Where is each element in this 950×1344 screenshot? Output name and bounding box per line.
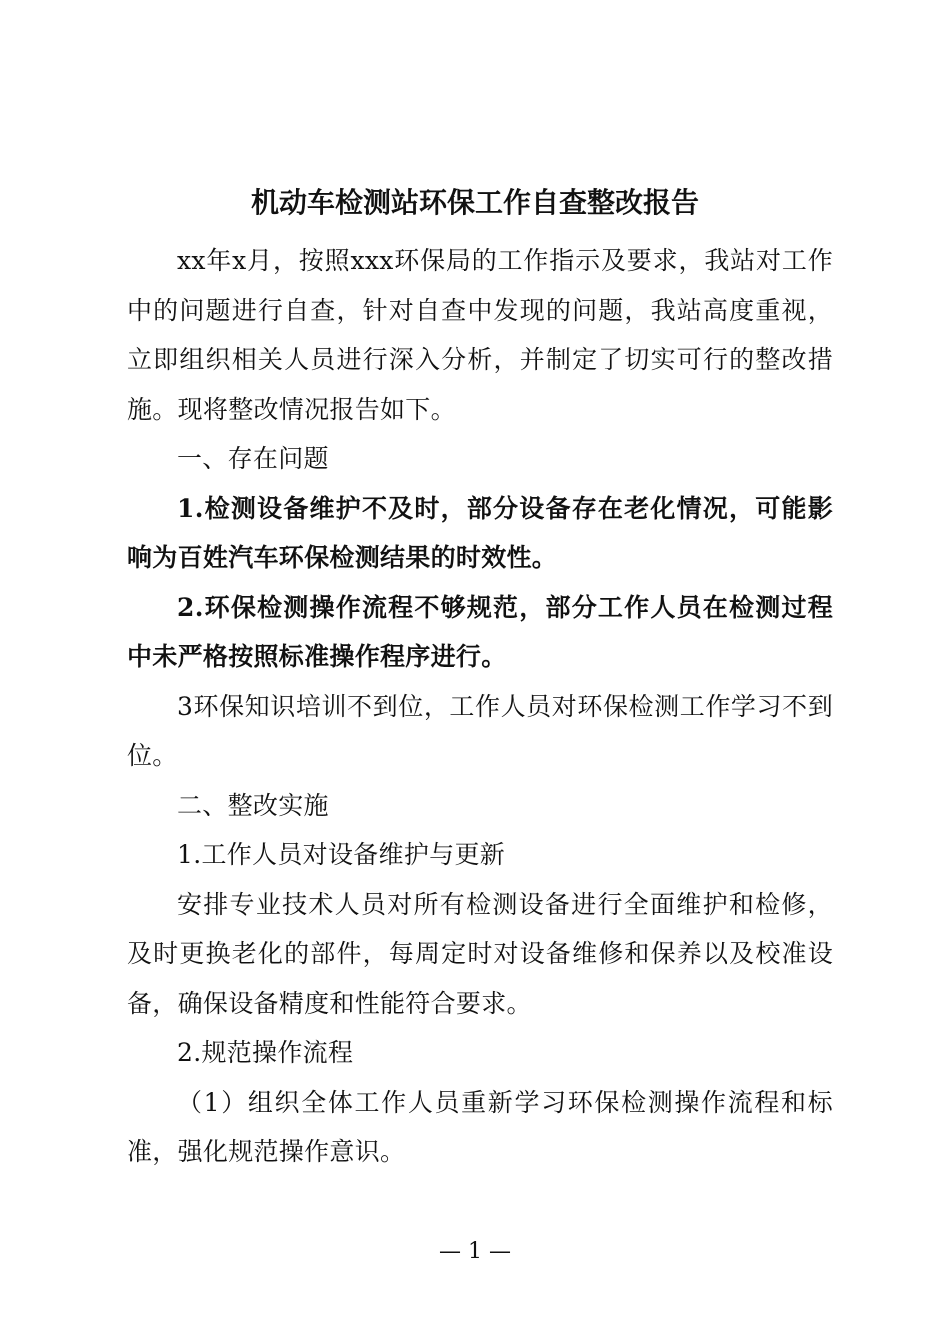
document-body: [127, 236, 833, 1177]
problem-item-3: 3环保知识培训不到位，工作人员对环保检测工作学习不到位。: [127, 691, 833, 770]
problem-item-2: 2.环保检测操作流程不够规范，部分工作人员在检测过程中未严格按照标准操作程序进行。: [127, 592, 833, 671]
problem-item-1: 1.检测设备维护不及时，部分设备存在老化情况，可能影响为百姓汽车环保检测结果的时效性。: [127, 493, 833, 572]
rectification-subheading-1: 1.工作人员对设备维护与更新: [177, 840, 506, 869]
section-heading-problems: 一、存在问题: [177, 444, 329, 473]
document-title: 机动车检测站环保工作自查整改报告: [250, 186, 699, 219]
rectification-item-2-1: （1）组织全体工作人员重新学习环保检测操作流程和标准，强化规范操作意识。: [127, 1087, 833, 1166]
rectification-paragraph-1: 安排专业技术人员对所有检测设备进行全面维护和检修，及时更换老化的部件，每周定时对设备维修和保养以及校准设备，确保设备精度和性能符合要求。: [127, 889, 833, 1018]
intro-paragraph: xx年x月，按照xxx环保局的工作指示及要求，我站对工作中的问题进行自查，针对自查中发现的问题，我站高度重视，立即组织相关人员进行深入分析，并制定了切实可行的整改措施。现将整改情况报告如下。: [127, 246, 833, 424]
section-heading-rectification: 二、整改实施: [177, 790, 329, 820]
rectification-subheading-2: 2.规范操作流程: [177, 1038, 354, 1067]
page-number: — 1 —: [439, 1239, 511, 1264]
